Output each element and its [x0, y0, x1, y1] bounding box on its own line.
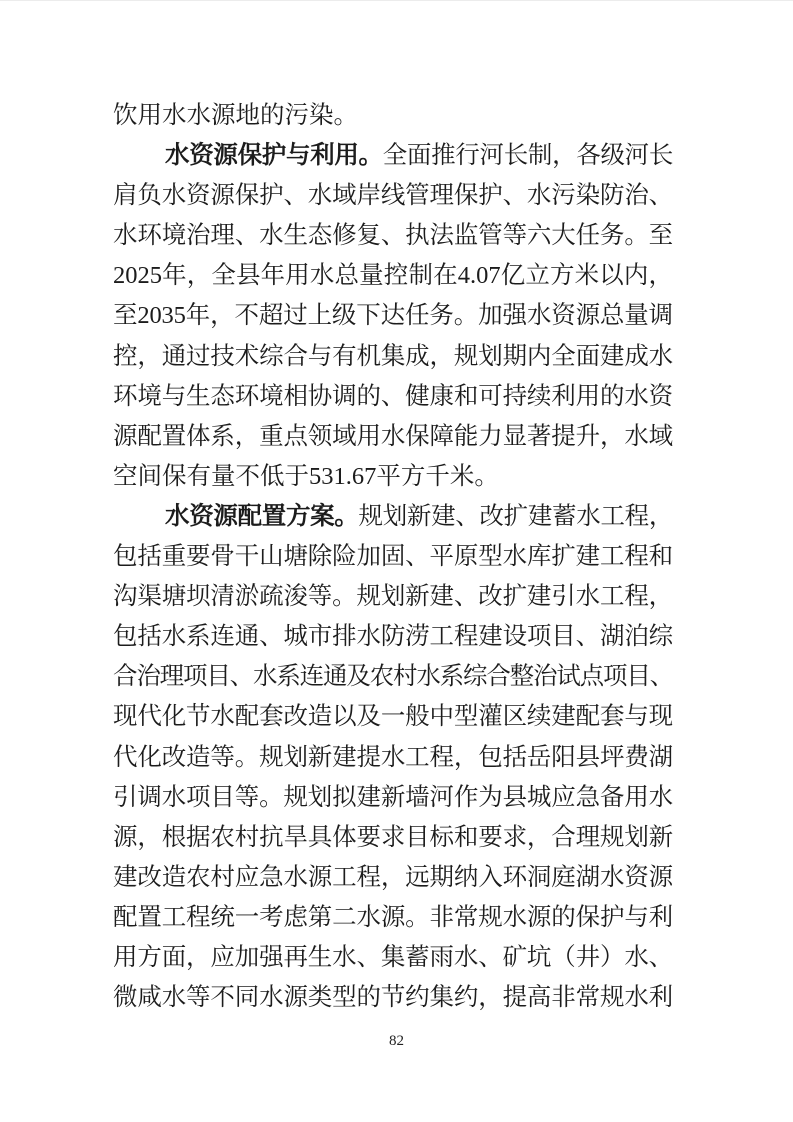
text-line: [113, 858, 673, 898]
text-line: [113, 938, 673, 978]
text-line: [113, 256, 673, 296]
text-segment: 源，根据农村抗旱具体要求目标和要求，合理规划新: [113, 823, 673, 851]
section-heading: 水资源保护与利用。: [165, 142, 383, 170]
text-segment: 引调水项目等。规划拟建新墙河作为县城应急备用水: [113, 783, 673, 811]
text-line: [113, 778, 673, 818]
text-line: [113, 96, 673, 136]
text-segment: 肩负水资源保护、水域岸线管理保护、水污染防治、: [113, 182, 673, 210]
text-segment: 包括水系连通、城市排水防涝工程建设项目、湖泊综: [113, 623, 673, 651]
text-line: [113, 136, 673, 176]
text-segment: 控，通过技术综合与有机集成，规划期内全面建成水: [113, 342, 673, 370]
text-line: [113, 296, 673, 336]
text-segment: 全面推行河长制，各级河长: [382, 142, 674, 170]
text-segment: 规划新建、改扩建蓄水工程，: [358, 502, 673, 530]
text-segment: 配置工程统一考虑第二水源。非常规水源的保护与利: [113, 903, 673, 931]
text-line: [113, 617, 673, 657]
text-segment: 代化改造等。规划新建提水工程，包括岳阳县坪费湖: [113, 743, 673, 771]
text-line: [113, 377, 673, 417]
text-segment: 空间保有量不低于531.67平方千米。: [113, 462, 499, 490]
text-segment: 现代化节水配套改造以及一般中型灌区续建配套与现: [113, 703, 673, 731]
section-heading: 水资源配置方案。: [165, 502, 359, 530]
document-body: [113, 96, 673, 1018]
text-line: [113, 497, 673, 537]
text-segment: 水环境治理、水生态修复、执法监管等六大任务。至: [113, 222, 673, 250]
text-segment: 2025年，全县年用水总量控制在4.07亿立方米以内，: [113, 262, 673, 290]
text-segment: 环境与生态环境相协调的、健康和可持续利用的水资: [113, 382, 673, 410]
text-line: [113, 738, 673, 778]
text-line: [113, 337, 673, 377]
text-line: [113, 216, 673, 256]
text-segment: 用方面，应加强再生水、集蓄雨水、矿坑（井）水、: [113, 943, 673, 971]
text-line: [113, 978, 673, 1018]
text-line: [113, 457, 673, 497]
text-line: [113, 818, 673, 858]
text-line: [113, 537, 673, 577]
text-line: [113, 577, 673, 617]
text-segment: 微咸水等不同水源类型的节约集约，提高非常规水利: [113, 984, 673, 1012]
text-segment: 沟渠塘坝清淤疏浚等。规划新建、改扩建引水工程，: [113, 583, 673, 611]
text-segment: 合治理项目、水系连通及农村水系综合整治试点项目、: [113, 663, 673, 691]
text-line: [113, 898, 673, 938]
text-line: [113, 417, 673, 457]
text-segment: 包括重要骨干山塘除险加固、平原型水库扩建工程和: [113, 543, 673, 571]
page-number: 82: [389, 1033, 404, 1049]
text-line: [113, 657, 673, 697]
text-segment: 饮用水水源地的污染。: [113, 102, 358, 129]
text-segment: 建改造农村应急水源工程，远期纳入环洞庭湖水资源: [113, 863, 673, 891]
text-segment: 源配置体系，重点领域用水保障能力显著提升，水域: [113, 422, 673, 450]
text-line: [113, 697, 673, 737]
text-line: [113, 176, 673, 216]
text-segment: 至2035年，不超过上级下达任务。加强水资源总量调: [113, 302, 673, 330]
